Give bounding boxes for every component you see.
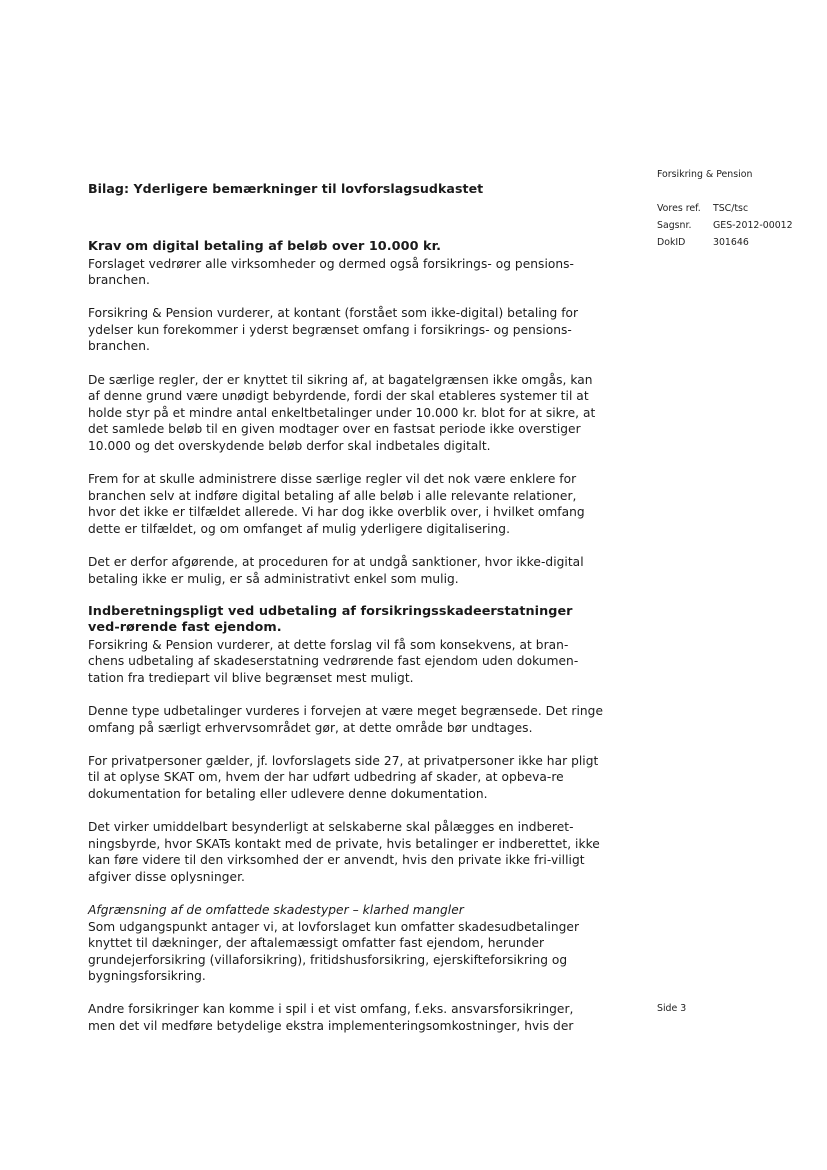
document-id-value: 301646 [713, 236, 749, 248]
document-body [88, 181, 604, 1051]
subsection-heading: Afgrænsning af de omfattede skadestyper – klarhed mangler [88, 902, 464, 917]
reference-label: Vores ref. [657, 203, 701, 214]
paragraph: For privatpersoner gælder, jf. lovforslagets side 27, at privatpersoner ikke har pligt til at oplyse SKAT om, hvem der har udført udbedring af skader, at opbeva-re dokumentation for betaling eller udlevere denne dokumentation. [88, 753, 599, 801]
paragraph: Det er derfor afgørende, at proceduren for at undgå sanktioner, hvor ikke-digital betaling ikke er mulig, er så administrativt enkel som mulig. [88, 554, 584, 586]
paragraph: Forsikring & Pension vurderer, at kontant (forstået som ikke-digital) betaling for ydelser kun forekommer i yderst begrænset omfang i forsikrings- og pensions-branchen. [88, 306, 579, 354]
paragraph: Forsikring & Pension vurderer, at dette forslag vil få som konsekvens, at bran-chens udbetaling af skadeserstatning vedrørende fast ejendom uden dokumen-tation fra trediepart vil blive begrænset mest muligt. [88, 637, 579, 685]
case-number-label: Sagsnr. [657, 219, 692, 231]
document-id-row [657, 235, 793, 252]
case-number-row [657, 218, 793, 235]
document-title: Bilag: Yderligere bemærkninger til lovforslagsudkastet [88, 181, 484, 196]
case-number-value: GES-2012-00012 [713, 219, 793, 231]
section-heading-digital-payment: Krav om digital betaling af beløb over 10.000 kr. [88, 239, 442, 254]
paragraph: Det virker umiddelbart besynderligt at selskaberne skal pålægges en indberet-ningsbyrde, hvor SKATs kontakt med de private, hvis betalinger er indberettet, ikke kan føre videre til den virksomhed der er anvendt, hvis den private ikke fri-villigt afgiver disse oplysninger. [88, 820, 600, 884]
paragraph: Denne type udbetalinger vurderes i forvejen at være meget begrænsede. Det ringe omfang på særligt erhvervsområdet gør, at dette område bør undtages. [88, 704, 604, 735]
paragraph: Frem for at skulle administrere disse særlige regler vil det nok være enklere for branchen selv at indføre digital betaling af alle beløb i alle relevante relationer, hvor det ikke er tilfældet allerede. Vi har dog ikke overblik over, i hvilket omfang dette er tilfældet, og om omfanget af mulig yderligere digitalisering. [88, 472, 585, 536]
page-number: Side 3 [657, 1003, 687, 1014]
paragraph: Andre forsikringer kan komme i spil i et vist omfang, f.eks. ansvarsforsikringer, men det vil medføre betydelige ekstra implementeringsomkostninger, hvis der [88, 1002, 574, 1033]
section-heading-reporting-duty: Indberetningspligt ved udbetaling af forsikringsskadeerstatninger ved-rørende fast ejendom. [88, 603, 573, 636]
reference-row [657, 201, 793, 218]
sender-organization: Forsikring & Pension [657, 169, 753, 180]
reference-block [657, 201, 793, 251]
reference-value: TSC/tsc [713, 203, 749, 214]
paragraph: Som udgangspunkt antager vi, at lovforslaget kun omfatter skadesudbetalinger knyttet til dækninger, der aftalemæssigt omfatter fast ejendom, herunder grundejerforsikring (villaforsikring), fritidshusforsikring, ejerskifteforsikring og bygningsforsikring. [88, 919, 580, 984]
paragraph: Forslaget vedrører alle virksomheder og dermed også forsikrings- og pensions-branchen. [88, 256, 575, 288]
paragraph: De særlige regler, der er knyttet til sikring af, at bagatelgrænsen ikke omgås, kan af denne grund være unødigt bebyrdende, fordi der skal etableres systemer til at holde styr på et mindre antal enkeltbetalinger under 10.000 kr. blot for at sikre, at det samlede beløb til en given modtager over en fastsat periode ikke overstiger 10.000 og det overskydende beløb derfor skal indbetales digitalt. [88, 372, 596, 453]
document-id-label: DokID [657, 236, 686, 248]
